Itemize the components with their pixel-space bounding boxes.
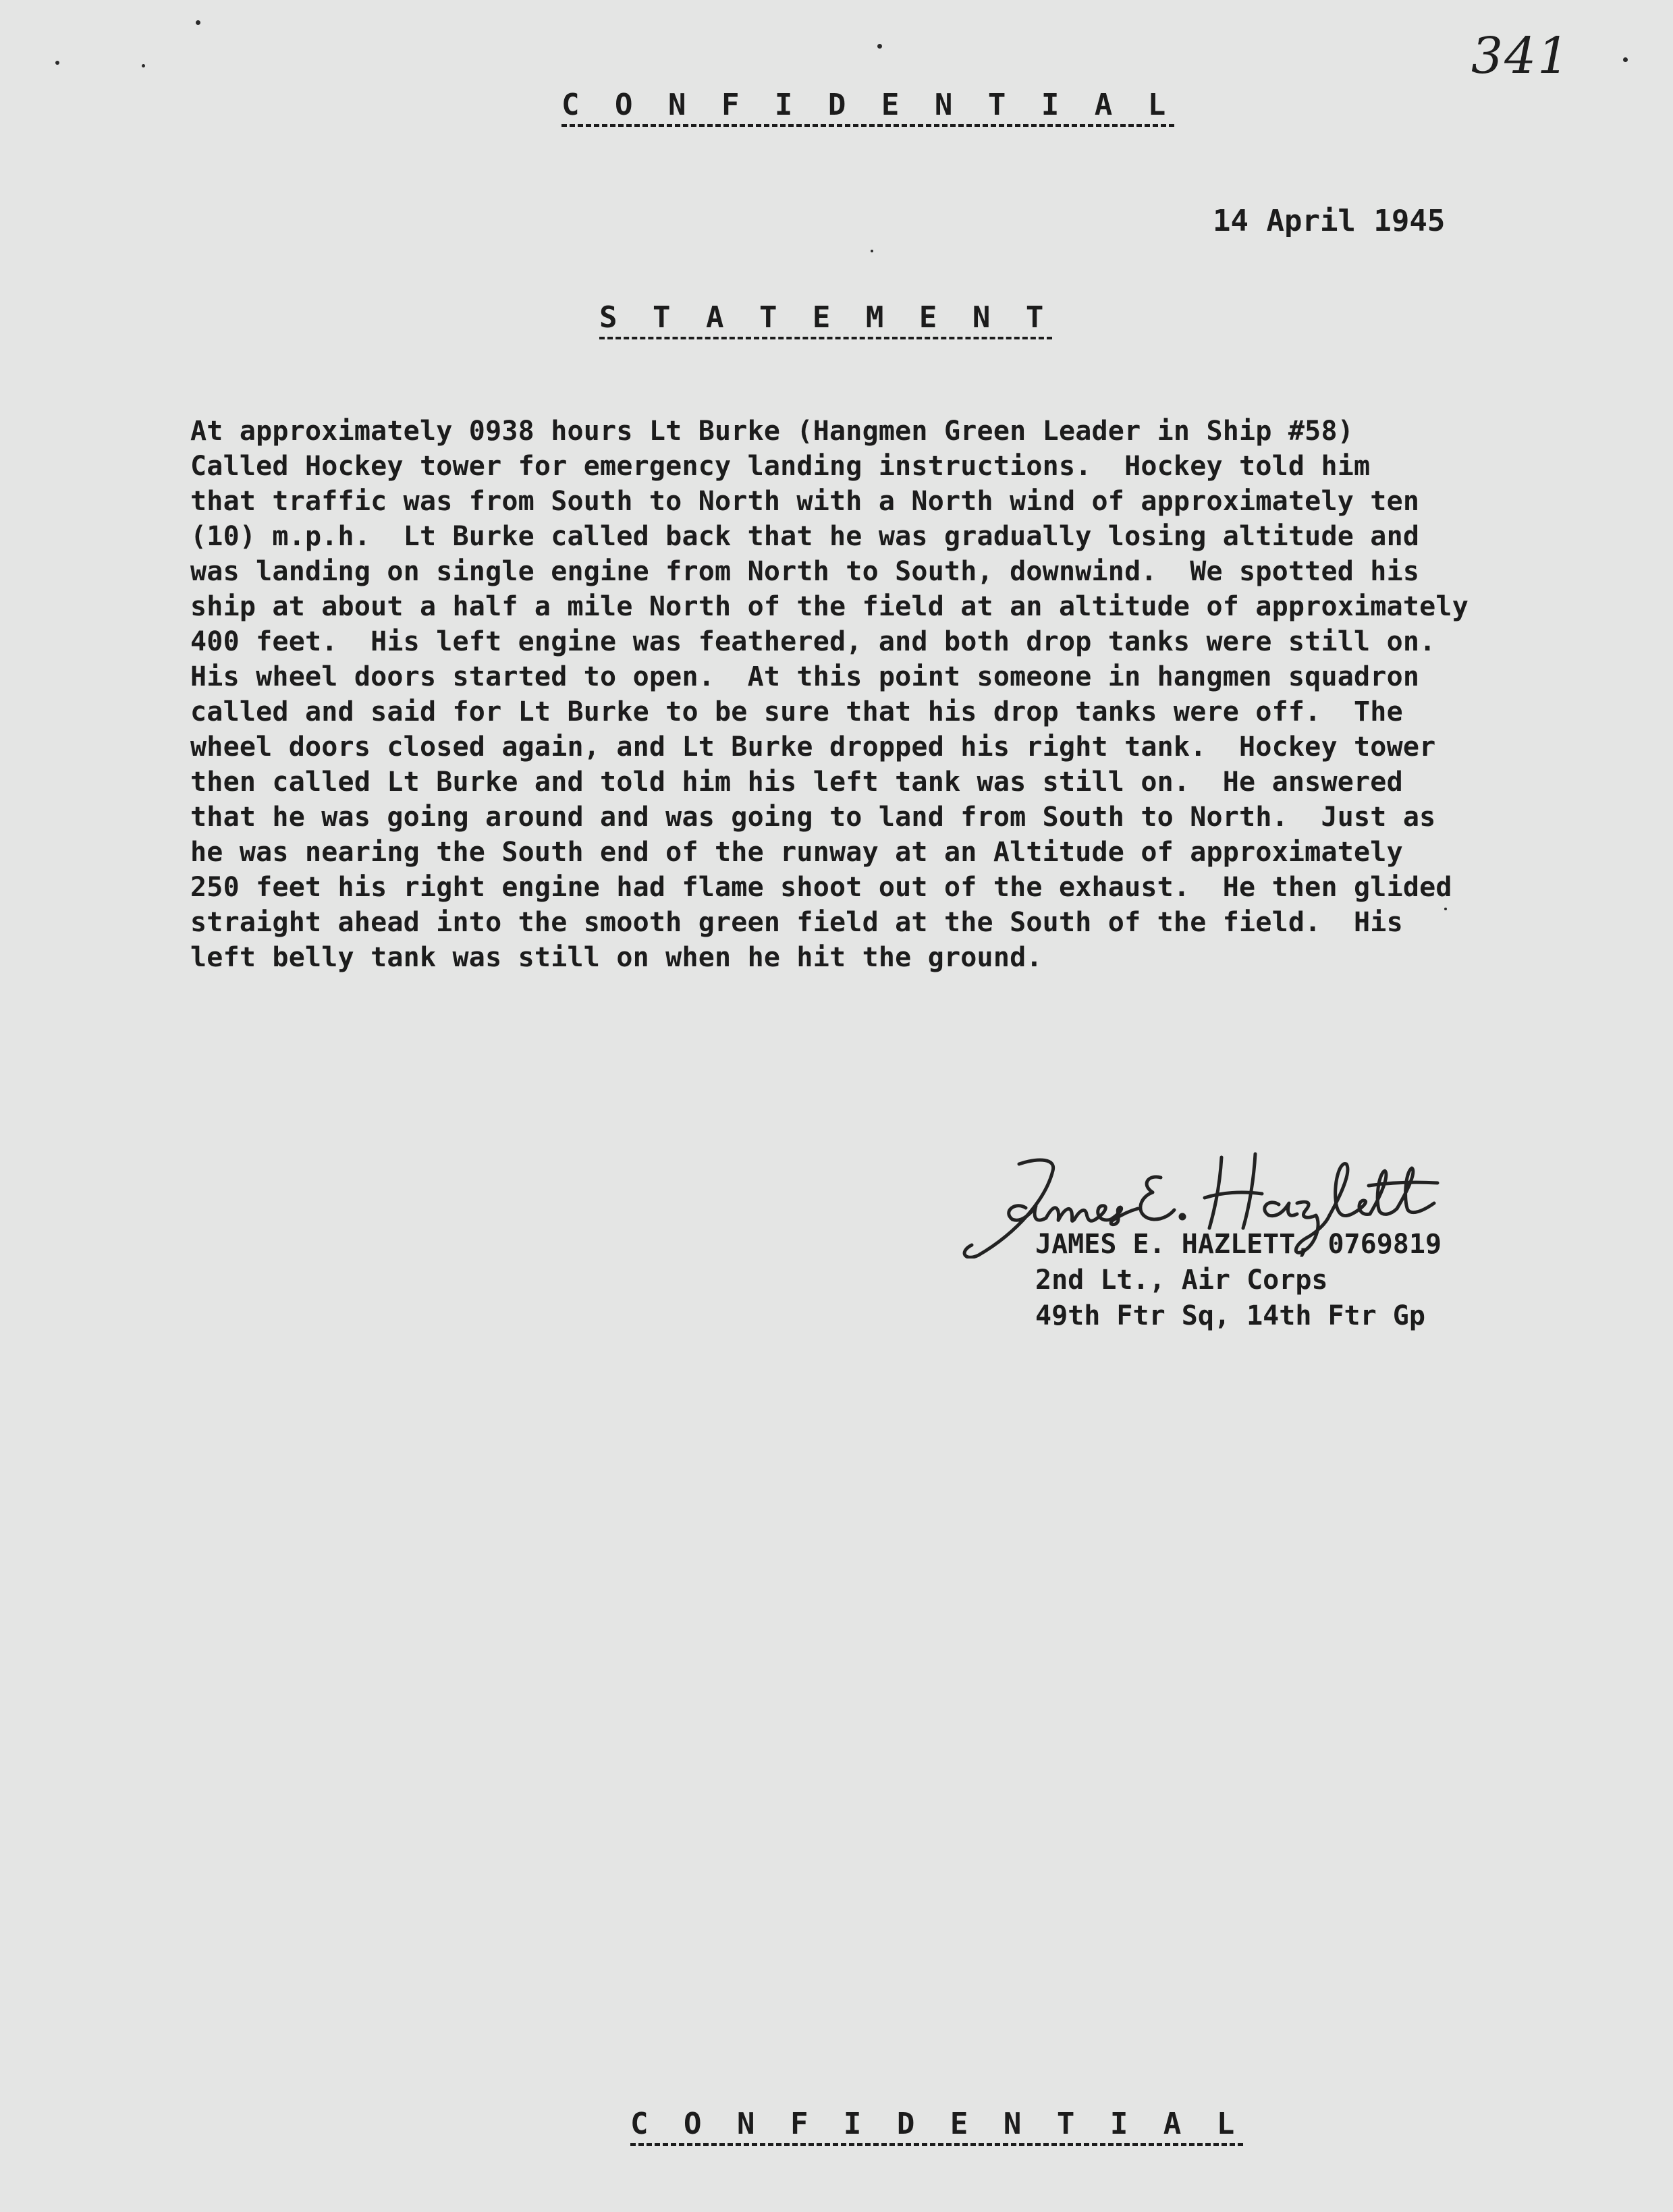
scan-speck (1444, 908, 1447, 910)
scan-speck (142, 64, 145, 67)
body-line: was landing on single engine from North to South, downwind. We spotted his (190, 556, 1420, 587)
page-number: 341 (1471, 27, 1571, 85)
body-line: that traffic was from South to North with a North wind of approximately ten (190, 486, 1420, 517)
signature-block (1035, 1227, 1442, 1334)
statement-date: 14 April 1945 (1213, 204, 1446, 238)
scan-speck (196, 20, 200, 25)
body-line: he was nearing the South end of the runway at an Altitude of approximately (190, 837, 1403, 868)
scan-speck (871, 250, 873, 252)
body-line: straight ahead into the smooth green field at the South of the field. His (190, 907, 1403, 938)
body-line: called and said for Lt Burke to be sure that his drop tanks were off. The (190, 696, 1403, 727)
signer-name: JAMES E. HAZLETT, 0769819 (1035, 1229, 1442, 1260)
scan-speck (877, 44, 882, 49)
statement-body (190, 414, 1641, 975)
body-line: His wheel doors started to open. At this point someone in hangmen squadron (190, 661, 1420, 692)
statement-title: S T A T E M E N T (599, 300, 1053, 335)
body-line: left belly tank was still on when he hit the ground. (190, 942, 1043, 973)
body-line: (10) m.p.h. Lt Burke called back that he was gradually losing altitude and (190, 521, 1420, 552)
body-line: that he was going around and was going to land from South to North. Just as (190, 802, 1436, 833)
body-line: wheel doors closed again, and Lt Burke dropped his right tank. Hockey tower (190, 731, 1436, 763)
body-line: then called Lt Burke and told him his left tank was still on. He answered (190, 767, 1403, 798)
signer-rank: 2nd Lt., Air Corps (1035, 1265, 1328, 1296)
body-line: 250 feet his right engine had flame shoot out of the exhaust. He then glided (190, 872, 1452, 903)
body-line: ship at about a half a mile North of the field at an altitude of approximately (190, 591, 1469, 622)
confidential-header: C O N F I D E N T I A L (561, 88, 1175, 122)
signer-unit: 49th Ftr Sq, 14th Ftr Gp (1035, 1300, 1425, 1331)
body-line: At approximately 0938 hours Lt Burke (Hangmen Green Leader in Ship #58) (190, 416, 1354, 447)
scan-speck (55, 61, 59, 65)
scan-speck (1623, 57, 1628, 62)
body-line: Called Hockey tower for emergency landing instructions. Hockey told him (190, 451, 1371, 482)
body-line: 400 feet. His left engine was feathered, and both drop tanks were still on. (190, 626, 1436, 657)
confidential-footer: C O N F I D E N T I A L (630, 2107, 1244, 2141)
